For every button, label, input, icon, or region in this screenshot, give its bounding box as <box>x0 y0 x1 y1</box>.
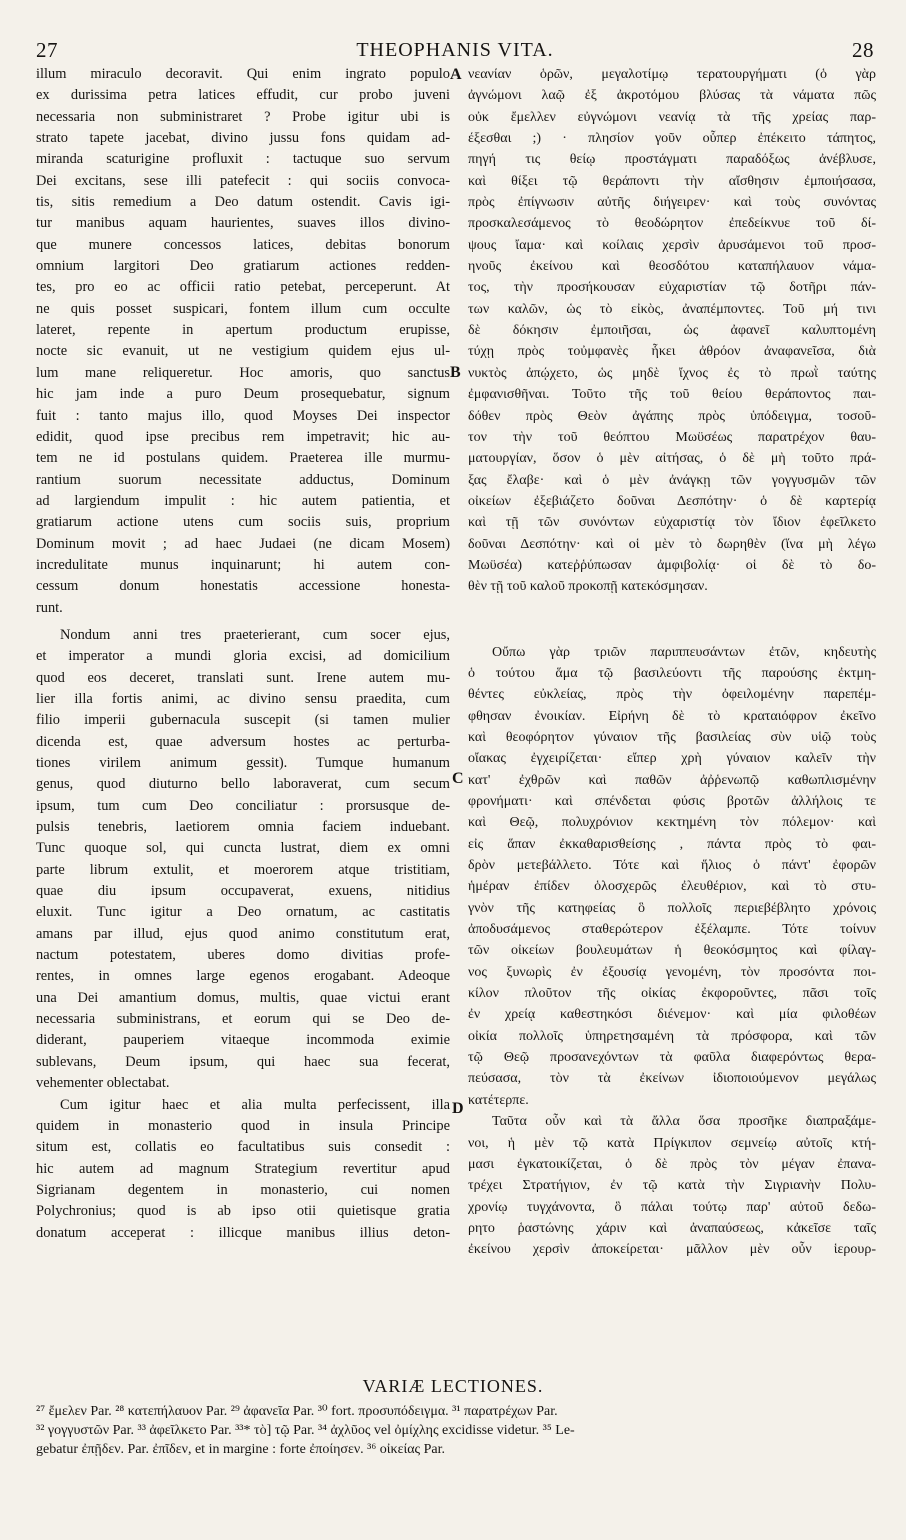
latin-text-line: lum mane reliqueretur. Hoc amoris, quo sanctus <box>36 364 450 381</box>
latin-text-line: Nondum anni tres praeterierant, cum socer ejus, <box>60 626 450 643</box>
margin-marker-b: B <box>450 364 461 381</box>
greek-text-line: δὲ δόκησιν ἐμποιῆσαι, ὡς ἀφανεῖ καλυπτομένη <box>468 323 876 339</box>
greek-text-line: τύχῃ πρὸς τοὐμφανὲς ἧκει ἀθρόον ἀναφανεῖσα, διὰ <box>468 344 876 360</box>
latin-text-line: quae diu ipsum occupaverat, exuens, nitidius <box>36 883 450 900</box>
latin-text-line: omnium largitori Deo gratiarum actiones redden- <box>36 258 450 275</box>
greek-text-line: οἰκείων ἐξεβιάζετο δοῦναι Δεσπότην· ὁ δὲ καρτερίᾳ <box>468 493 876 509</box>
greek-text-line: ξας ἔλαβε· καὶ ὁ μὲν ἀνάγκῃ τῶν γογγυσμῶν τῶν <box>468 472 876 488</box>
greek-text-line: ἡμέραν ἐπίδεν ὁλοσχερῶς ἐλευθέριον, καὶ τὸ στυ- <box>468 879 876 895</box>
margin-marker-d: D <box>452 1100 464 1117</box>
latin-text-line: nactum potestatem, uberes domo divitias profe- <box>36 947 450 964</box>
greek-text-line: ἐκείνου χερσὶν ἀποκείρεται· μᾶλλον μὲν οὖν ἱερουρ- <box>468 1242 876 1258</box>
greek-text-line: νος ξυνωρὶς ἐν ἐξουσίᾳ γενομένη, τὸν προσόντα ποι- <box>468 964 876 980</box>
latin-text-line: tur manibus aquam haurientes, suaves illos divino- <box>36 215 450 232</box>
latin-text-line: incredulitate munus inquinarunt; hi autem con- <box>36 556 450 573</box>
greek-text-line: έξεσθαι ;) · πλησίον γοῦν οὗπερ ἐπέκειτο τάπητος, <box>468 131 876 147</box>
running-header <box>36 34 874 66</box>
latin-text-line: Dominum movit ; ad haec Judaei (ne dicam Mosem) <box>36 535 450 552</box>
latin-text-line: tis, sitis remedium a Deo datum ostendit. Cavis igi- <box>36 194 450 211</box>
latin-text-line: Dei excitans, sese illi patefecit : qui sociis convoca- <box>36 172 450 189</box>
variae-lectiones-title: VARIÆ LECTIONES. <box>362 1376 544 1396</box>
greek-text-line: ἐμφανισθῆναι. Τοῦτο τῆς τοῦ θείου θεράποντος παι- <box>468 387 876 403</box>
latin-text-line: miranda scaturigine profluxit : tactuque suo servum <box>36 151 450 168</box>
greek-text-line: θὲν τῇ τοῦ καλοῦ προκοπῇ κατεκόσμησαν. <box>468 579 708 595</box>
latin-text-line: parte librum extulit, et moerorem atque tristitiam, <box>36 861 450 878</box>
greek-text-line: δρὸν μετεβάλλετο. Τότε καὶ ἥλιος ὁ πάντ' ἐφορῶν <box>468 858 876 874</box>
greek-text-line: ηνοῦς ἐκείνου καὶ θεοσδότου καταπήλαυον νάμα- <box>468 259 876 275</box>
greek-text-line: ἐν χρείᾳ καθεστηκόσι διένεμον· καὶ μία φιλοθέων <box>468 1007 876 1023</box>
latin-text-line: quod eos deceret, translati sunt. Irene autem mu- <box>36 669 450 686</box>
latin-text-line: situm est, collatis eo facultatibus suis consedit : <box>36 1139 450 1156</box>
latin-column <box>36 64 450 1244</box>
latin-text-line: Cum igitur haec et alia multa perfecissent, illa <box>60 1096 450 1113</box>
greek-text-line: Μωϋσέα) κατεῤῥύπωσαν ἀμφιβολίᾳ· οἱ δὲ τὸ δο- <box>468 557 876 573</box>
latin-text-line: que munere concessos latices, debitas bonorum <box>36 236 450 253</box>
latin-text-line: amans par illud, ejus quod animo constitutum erat, <box>36 925 450 942</box>
latin-text-line: hic jam inde a puro Deum prosequebatur, signum <box>36 386 450 403</box>
greek-text-line: τῶν οἰκείων βουλευμάτων ἡ θεοκόσμητος καὶ φίλαγ- <box>468 943 876 959</box>
greek-text-line: ἀποδυσάμενος σταθερώτερον ἐξέλαμπε. Τότε τοίνυν <box>468 922 876 938</box>
latin-text-line: fuit : tanto majus illo, quod Moyses Dei inspector <box>36 407 450 424</box>
latin-text-line: necessaria non subministraret ? Probe igitur ubi is <box>36 108 450 125</box>
greek-text-line: καὶ θεοφόρητον γύναιον τῆς βασιλείας σὺν υἱῷ τοὺς <box>468 729 876 745</box>
latin-text-line: pulsis tenebris, laetiorem omnia faciem induebant. <box>36 819 450 836</box>
greek-text-line: φρονήματι· καὶ σπένδεται φύσις βροτῶν ἀλλήλοις τε <box>468 794 876 809</box>
greek-text-line: νεανίαν ὁρῶν, μεγαλοτίμῳ τερατουργήματι (ὁ γὰρ <box>468 67 876 82</box>
latin-text-line: lier illa fortis animi, ac divino sensu praedita, cum <box>36 690 450 707</box>
latin-text-line: cessum donum honestatis accessione honesta- <box>36 578 450 595</box>
greek-text-line: δόθεν πρὸς Θεὸν ἀγάπης πρὸς ὑπόδειγμα, τοσοῦ- <box>468 408 876 424</box>
greek-text-line: οἰκία πολλοῖς ὑπηρετησαμένη τὰ πρόσφορα, καὶ τῶν <box>468 1028 876 1044</box>
greek-text-line: καὶ θίξει τῷ θεράποντι τὴν αἴσθησιν ἐμποιήσασα, <box>468 173 876 189</box>
latin-text-line: lateret, repente in apertum productum erupisse, <box>36 322 450 339</box>
latin-text-line: ipsum, tum cum Deo conciliatur : prorsusque de- <box>36 797 450 814</box>
variae-lectiones-notes <box>36 1402 876 1459</box>
greek-text-line: δοῦναι Δεσπότην· καὶ οἱ μὲν τὸ δωρηθὲν (ἵνα μὴ λέγω <box>468 536 876 552</box>
greek-text-line: καὶ τῇ τῶν συνόντων εὐχαριστίᾳ τὸν ἴδιον ἐφεῖλκετο <box>468 515 876 531</box>
greek-text-line: καὶ Θεῷ, πολυχρόνιον κεκτημένη τὸν πόλεμον· καὶ <box>468 815 876 831</box>
latin-text-line: illum miraculo decoravit. Qui enim ingrato populo <box>36 66 450 82</box>
greek-text-line: μασι ἐγκατοικίζεται, ὁ δὲ πρὸς τὸν μέγαν ἐπανα- <box>468 1156 876 1172</box>
greek-column <box>468 64 876 1261</box>
variant-reading-line: gebatur ἐπῇδεν. Par. ἐπῖδεν, et in margine : forte ἐποίησεν. ³⁶ οἰκείας Par. <box>36 1442 445 1457</box>
latin-text-line: quidem in monasterio quod in insula Principe <box>36 1117 450 1134</box>
greek-text-line: εἰς ἅπαν ἐκκαθαρισθείσης , πάντα πρὸς τὸ φαι- <box>468 836 876 852</box>
greek-text-line: νυκτὸς ἀπῴχετο, ὡς μηδὲ ἴχνος ἐς τὸ πρωῒ ταύτης <box>468 365 876 381</box>
latin-text-line: necessaria subministrans, et eorum qui se Deo de- <box>36 1011 450 1028</box>
greek-text-line: ψους ἴαμα· καὶ κοίλαις χερσὶν ἀρυσάμενοι τοῦ προσ- <box>468 237 876 253</box>
greek-text-line: Οὔπω γὰρ τριῶν παριππευσάντων ἐτῶν, κηδευτὴς <box>492 644 876 660</box>
greek-text-line: ἀγνώμονι λαῷ ἐξ ἀκροτόμου βλύσας τὰ νάματα πῶς <box>468 88 876 104</box>
greek-text-line: τον τὴν τοῦ θεόπτου Μωϋσέως παρατρέχον θαυ- <box>468 429 876 445</box>
greek-text-line: θέντες εὐκλείας, πρὸς τὴν ὀφειλομένην παρεπέμ- <box>468 687 876 703</box>
greek-text-line: κίλον πλοῦτον τῆς οἰκίας ἐκφοροῦντες, πᾶσι τοῖς <box>468 986 876 1002</box>
variant-reading-line: ²⁷ ἔμελεν Par. ²⁸ κατεπήλαυον Par. ²⁹ ἀφανεῖα Par. ³⁰ fort. προσυπόδειγμα. ³¹ παρατρέχων Par. <box>36 1404 558 1419</box>
latin-text-line: Polychronius; quod is ab ipso otii quietisque gratia <box>36 1203 450 1220</box>
margin-marker-c: C <box>452 770 464 787</box>
latin-text-line: strato tapete jacebat, divino jussu fons quidam ad- <box>36 130 450 147</box>
greek-text-line: ὁ τούτου ἅμα τῷ βασιλεύοντι τῆς παρούσης ἐκτμη- <box>468 665 876 681</box>
latin-text-line: nocte sic evanuit, ut ne vestigium quidem ejus ul- <box>36 343 450 360</box>
greek-text-line: ματουργίαν, ὅσον ὁ μὲν αἰτήσας, ὁ δὲ μὴ τοῦτο πρά- <box>468 451 876 467</box>
greek-text-line: κατέτερπε. <box>468 1092 529 1108</box>
greek-text-line: πεύσασα, τὸν τὰ ἐκείνων ἰδιοποιούμενον μεγάλως <box>468 1071 876 1087</box>
latin-text-line: runt. <box>36 599 63 616</box>
latin-text-line: vehementer oblectabat. <box>36 1075 170 1092</box>
latin-text-line: filio imperii gubernacula suscepit (si tamen mulier <box>36 712 450 729</box>
latin-text-line: gratiarum actione utens cum sociis suis, proprium <box>36 514 450 531</box>
latin-text-line: hic autem ad magnum Strategium revertitur apud <box>36 1160 450 1177</box>
greek-text-line: οὐκ ἔμελλεν εὐγνώμονι νεανίᾳ τὰ τῆς χρείας παρ- <box>468 109 876 125</box>
latin-text-line: ad largiendum impulit : hic autem patientia, et <box>36 492 450 509</box>
latin-text-line: rentes, in omnes large egenos erogabant. Adeoque <box>36 968 450 985</box>
greek-text-line: πηγή τις θείῳ προστάγματι παραδόξως ἀνέβλυσε, <box>468 152 876 168</box>
latin-text-line: tes, pro eo ac officii ratio petebat, perceperunt. At <box>36 279 450 296</box>
greek-text-line: γνὸν τῆς κατηφείας ὃ πολλοῖς περιεβέβλητο χρόνοις <box>468 900 876 916</box>
running-title: THEOPHANIS VITA. <box>356 38 554 61</box>
greek-text-line: ρητο ῥαστώνης χάριν καὶ ἀναπαύσεως, κἀκεῖσε ταῖς <box>468 1220 876 1236</box>
greek-text-line: τρέχει Στρατήγιον, ἐν τῷ κατὰ τὴν Σιγριανὴν Πολυ- <box>468 1178 876 1194</box>
greek-text-line: τος, τὴν προσήκουσαν εὐχαριστίαν τῷ δοτῆρι πάν- <box>468 280 876 296</box>
latin-text-line: eluxit. Tunc igitur a Deo ornatum, ac castitatis <box>36 904 450 921</box>
latin-text-line: rantium suorum necessitate adductus, Dominum <box>36 471 450 488</box>
latin-text-line: tem ne id postulans quidem. Praeterea ille murmu- <box>36 450 450 467</box>
latin-text-line: tiones virilem animum gessit). Tumque humanum <box>36 755 450 771</box>
latin-text-line: edidit, quod ipse precibus rem impetravit; hic au- <box>36 428 450 445</box>
greek-text-line: πρὸς ἐπίγνωσιν αὐτῆς διήγειρεν· καὶ τοὺς συνόντας <box>468 195 876 211</box>
greek-text-line: κατ' ἐχθρῶν καὶ παθῶν ἀῤῥενωπῷ καθωπλισμένην <box>468 772 876 788</box>
latin-text-line: ex durissima petra latices effudit, cur probo juveni <box>36 87 450 104</box>
margin-marker-a: A <box>450 66 462 83</box>
latin-text-line: una Dei amantium domus, multis, quae victui erant <box>36 989 450 1006</box>
greek-text-line: νοι, ἡ μὲν τῷ κατὰ Πρίγκιπον σεμνείῳ αὐτοῖς κτή- <box>468 1135 876 1151</box>
page-number-left: 27 <box>36 37 58 62</box>
latin-text-line: diderant, pauperiem vitaeque incommoda eximie <box>36 1032 450 1049</box>
latin-text-line: Sigrianam degentem in monasterio, cui nomen <box>36 1181 450 1198</box>
greek-text-line: Ταῦτα οὖν καὶ τὰ ἄλλα ὅσα προσῆκε διαπραξάμε- <box>492 1114 876 1130</box>
greek-text-line: τῷ Θεῷ προσανεχόντων τὰ φαῦλα διαφερόντως θερα- <box>468 1050 876 1066</box>
latin-text-line: sublevans, Deum ipsum, qui haec sua fecerat, <box>36 1053 450 1070</box>
latin-text-line: genus, quod diuturno bello laboraverat, cum secum <box>36 776 450 793</box>
latin-text-line: et imperator a mundi gloria excisi, ad domicilium <box>36 648 450 665</box>
latin-text-line: Tunc quoque sol, qui cuncta lustrat, diem ex omni <box>36 840 450 857</box>
variant-reading-line: ³² γογγυστῶν Par. ³³ ἀφεῖλκετο Par. ³³* τὸ] τῷ Par. ³⁴ ἀχλῦος vel ὀμίχλης excidisse videtur. ³⁵ Le- <box>36 1423 575 1438</box>
greek-text-line: προσκαλεσάμενος τὸ θεοδώρητον ἐπεδείκνυε τοῦ δί- <box>468 216 876 232</box>
greek-text-line: φθησαν ἐνοικίαν. Εἰρήνη δὲ τὸ κραταιόφρον ἐκεῖνο <box>468 708 876 724</box>
greek-text-line: των καλῶν, ὡς τὸ εἰκὸς, ἀναπέμποντες. Τοῦ μή τινι <box>468 301 876 317</box>
latin-text-line: ne quis posset suspicari, fontem illum cum occulte <box>36 300 450 317</box>
greek-text-line: οἴακας ἐγχειρίζεται· εἴπερ χρὴ γύναιον καλεῖν τὴν <box>468 751 876 767</box>
greek-text-line: χρονίῳ τυγχάνοντα, ὃ πάλαι τούτῳ παρ' αὐτοῦ δεδω- <box>468 1199 876 1215</box>
page-number-right: 28 <box>851 37 874 62</box>
latin-text-line: donatum acceperat : illicque manibus illius deton- <box>36 1224 450 1241</box>
latin-text-line: dicenda est, quae adversum hostes ac perturba- <box>36 733 450 750</box>
